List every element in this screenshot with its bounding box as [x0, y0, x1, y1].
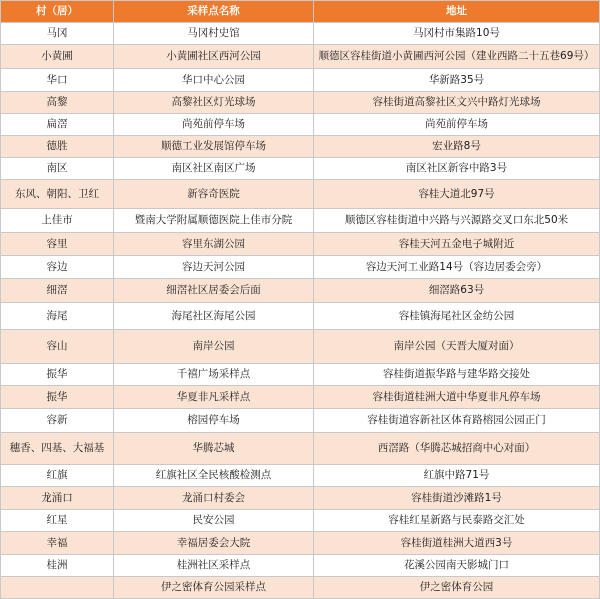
- cell-site: 龙涌口村委会: [114, 487, 314, 510]
- cell-village: 细滘: [1, 279, 114, 303]
- cell-site: 榕园停车场: [114, 409, 314, 433]
- cell-address: 华新路35号: [314, 69, 600, 92]
- table-row: [1, 364, 600, 386]
- cell-address: 容桂街道振华路与建华路交接处: [314, 364, 600, 386]
- cell-site: 华夏非凡采样点: [114, 386, 314, 409]
- table-row: [1, 303, 600, 330]
- cell-site: 幸福居委会大院: [114, 532, 314, 555]
- cell-village: 海尾: [1, 303, 114, 330]
- cell-address: 容桂街道桂洲大道西3号: [314, 532, 600, 555]
- table-row: [1, 386, 600, 409]
- header-address: 地址: [314, 1, 600, 23]
- table-row: [1, 555, 600, 577]
- cell-address: 南岸公园（天晋大厦对面）: [314, 330, 600, 364]
- cell-address: 容桂镇海尾社区金纺公园: [314, 303, 600, 330]
- cell-address: 红旗中路71号: [314, 465, 600, 487]
- table-row: [1, 45, 600, 69]
- cell-village: 容边: [1, 256, 114, 279]
- cell-site: 细滘社区居委会后面: [114, 279, 314, 303]
- table-row: [1, 92, 600, 114]
- cell-village: 容新: [1, 409, 114, 433]
- table-row: [1, 180, 600, 209]
- table-row: [1, 158, 600, 180]
- cell-site: 顺德工业发展馆停车场: [114, 136, 314, 158]
- table-row: [1, 279, 600, 303]
- cell-site: 容边天河公园: [114, 256, 314, 279]
- header-village: 村（居）: [1, 1, 114, 23]
- cell-address: 顺德区容桂街道中兴路与兴源路交叉口东北50米: [314, 209, 600, 233]
- cell-site: 暨南大学附属顺德医院上佳市分院: [114, 209, 314, 233]
- cell-village: 穗香、四基、大福基: [1, 433, 114, 465]
- cell-village: 幸福: [1, 532, 114, 555]
- cell-site: 华口中心公园: [114, 69, 314, 92]
- cell-village: 南区: [1, 158, 114, 180]
- table-row: [1, 23, 600, 45]
- cell-site: 马冈村史馆: [114, 23, 314, 45]
- cell-address: 马冈村市集路10号: [314, 23, 600, 45]
- table-row: [1, 487, 600, 510]
- table-header-row: [1, 1, 600, 23]
- cell-village: 红星: [1, 510, 114, 532]
- cell-address: 容边天河工业路14号（容边居委会旁）: [314, 256, 600, 279]
- cell-village: 红旗: [1, 465, 114, 487]
- cell-address: 容桂大道北97号: [314, 180, 600, 209]
- cell-address: 南区社区新容中路3号: [314, 158, 600, 180]
- cell-village: 容里: [1, 233, 114, 256]
- cell-address: 容桂天河五金电子城附近: [314, 233, 600, 256]
- cell-address: 尚苑前停车场: [314, 114, 600, 136]
- cell-site: 新容奇医院: [114, 180, 314, 209]
- cell-address: 容桂街道高黎社区文兴中路灯光球场: [314, 92, 600, 114]
- table-row: [1, 209, 600, 233]
- cell-village: 桂洲: [1, 555, 114, 577]
- cell-address: 花溪公园南天影城门口: [314, 555, 600, 577]
- cell-village: 马冈: [1, 23, 114, 45]
- cell-village: 振华: [1, 386, 114, 409]
- cell-village: 容山: [1, 330, 114, 364]
- cell-village: [1, 577, 114, 599]
- cell-site: 尚苑前停车场: [114, 114, 314, 136]
- table-row: [1, 465, 600, 487]
- cell-address: 西滘路（华腾芯城招商中心对面）: [314, 433, 600, 465]
- cell-village: 上佳市: [1, 209, 114, 233]
- cell-site: 南岸公园: [114, 330, 314, 364]
- cell-village: 龙涌口: [1, 487, 114, 510]
- cell-site: 南区社区南区广场: [114, 158, 314, 180]
- table-row: [1, 233, 600, 256]
- cell-site: 高黎社区灯光球场: [114, 92, 314, 114]
- cell-village: 德胜: [1, 136, 114, 158]
- cell-address: 宏业路8号: [314, 136, 600, 158]
- table-row: [1, 577, 600, 599]
- cell-address: 容桂街道沙滩路1号: [314, 487, 600, 510]
- cell-site: 千禧广场采样点: [114, 364, 314, 386]
- table-row: [1, 330, 600, 364]
- cell-village: 东风、朝阳、卫红: [1, 180, 114, 209]
- table-row: [1, 69, 600, 92]
- cell-site: 容里东湖公园: [114, 233, 314, 256]
- cell-address: 伊之密体育公园: [314, 577, 600, 599]
- cell-site: 桂洲社区采样点: [114, 555, 314, 577]
- table-row: [1, 256, 600, 279]
- table-row: [1, 532, 600, 555]
- cell-site: 红旗社区全民核酸检测点: [114, 465, 314, 487]
- cell-site: 民安公园: [114, 510, 314, 532]
- cell-site: 伊之密体育公园采样点: [114, 577, 314, 599]
- cell-village: 高黎: [1, 92, 114, 114]
- table-row: [1, 510, 600, 532]
- table-row: [1, 433, 600, 465]
- cell-site: 小黄圃社区西河公园: [114, 45, 314, 69]
- table-row: [1, 114, 600, 136]
- cell-address: 容桂红星新路与民泰路交汇处: [314, 510, 600, 532]
- cell-site: 海尾社区海尾公园: [114, 303, 314, 330]
- cell-village: 扁滘: [1, 114, 114, 136]
- cell-address: 细滘路63号: [314, 279, 600, 303]
- cell-address: 顺德区容桂街道小黄圃西河公园（建业西路二十五巷69号）: [314, 45, 600, 69]
- cell-village: 华口: [1, 69, 114, 92]
- table-row: [1, 409, 600, 433]
- cell-address: 容桂街道桂洲大道中华夏非凡停车场: [314, 386, 600, 409]
- header-site-name: 采样点名称: [114, 1, 314, 23]
- cell-site: 华腾芯城: [114, 433, 314, 465]
- cell-village: 振华: [1, 364, 114, 386]
- cell-village: 小黄圃: [1, 45, 114, 69]
- table-row: [1, 136, 600, 158]
- cell-address: 容桂街道容新社区体育路榕园公园正门: [314, 409, 600, 433]
